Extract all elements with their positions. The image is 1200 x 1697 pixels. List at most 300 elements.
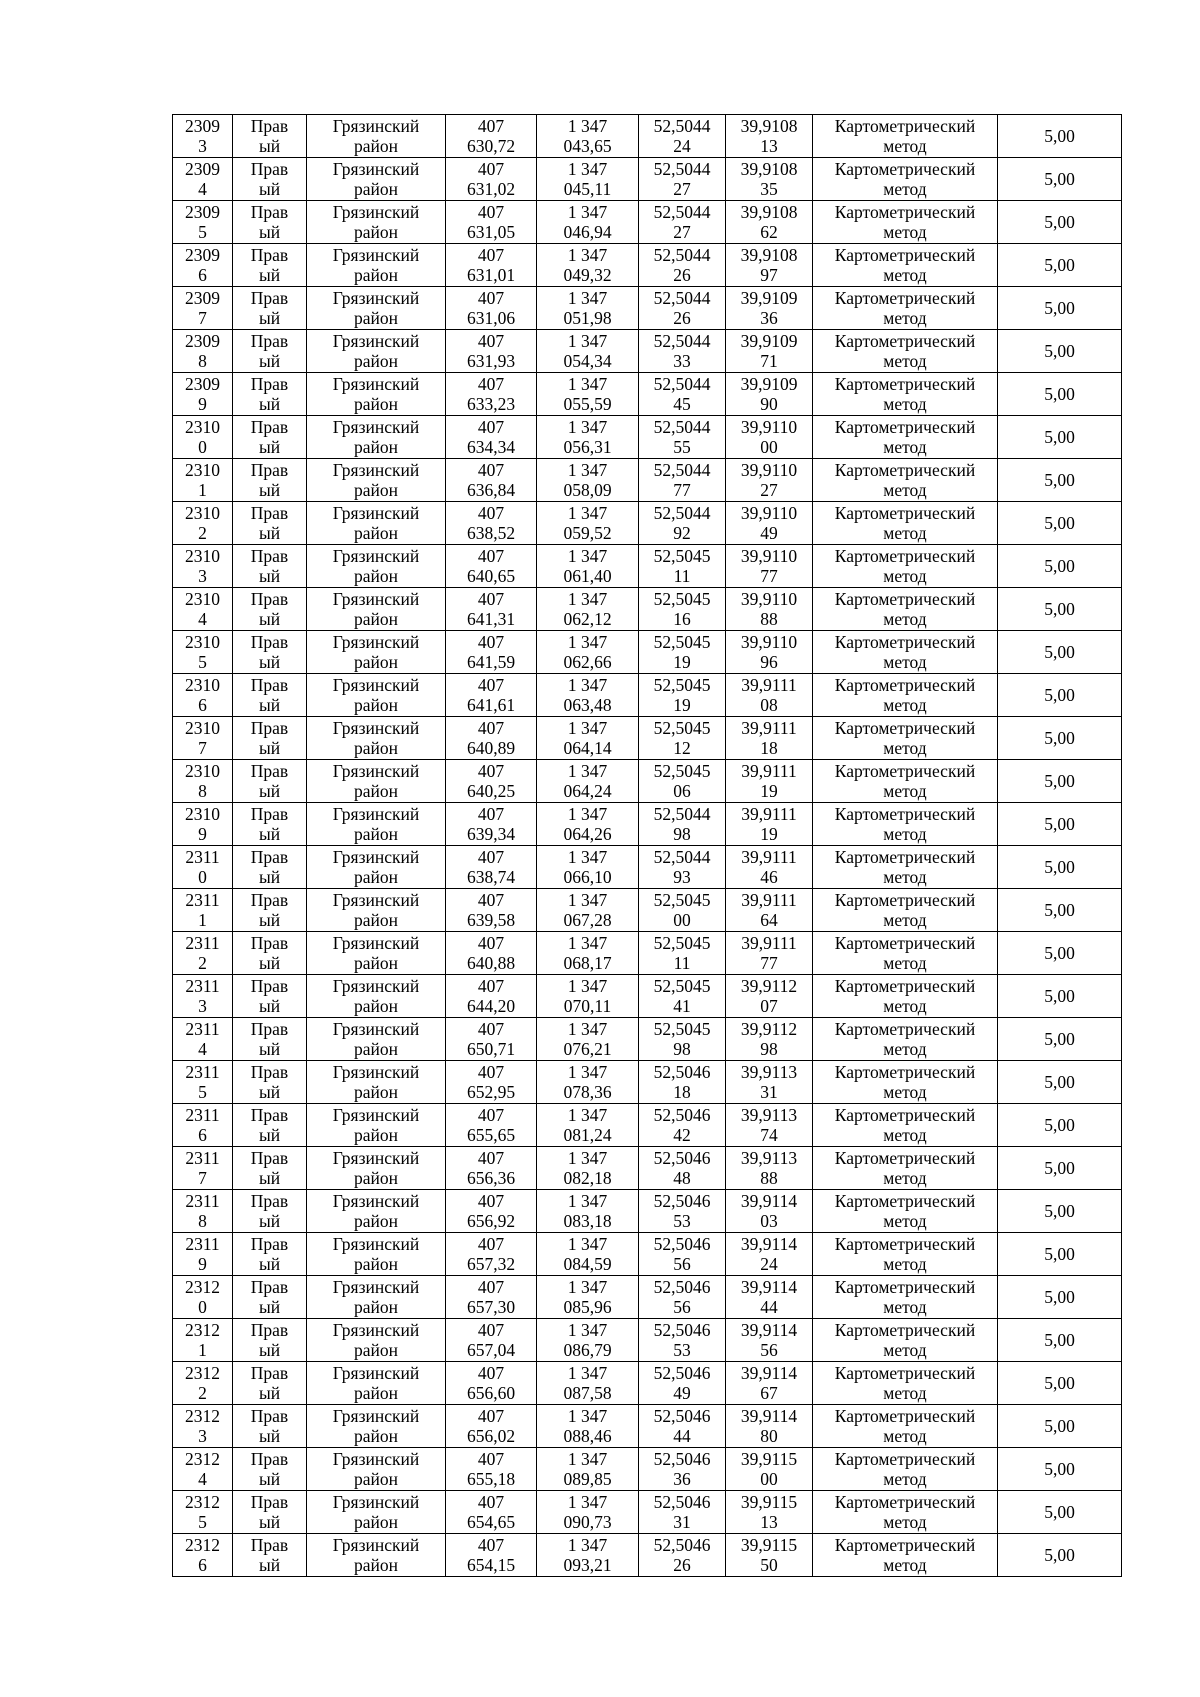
method-cell xyxy=(813,1491,998,1534)
table-row xyxy=(173,416,1122,459)
coordinate-y-line: 058,09 xyxy=(563,480,612,500)
coordinate-y-line: 085,96 xyxy=(563,1297,612,1317)
point-number-cell xyxy=(173,760,233,803)
latitude-cell xyxy=(639,889,726,932)
method-line: Картометрический xyxy=(834,1492,976,1512)
table-row xyxy=(173,1319,1122,1362)
method-line: метод xyxy=(883,1512,927,1532)
longitude-line: 39,9110 xyxy=(740,503,798,523)
coordinate-x-line: 655,65 xyxy=(466,1125,516,1145)
point-number-line: 1 xyxy=(198,910,207,930)
district-cell xyxy=(307,1104,446,1147)
coordinate-x-line: 407 xyxy=(477,632,505,652)
latitude-line: 52,5045 xyxy=(653,589,711,609)
bank-side-line: Прав xyxy=(250,1191,289,1211)
accuracy-value: 5,00 xyxy=(1044,1201,1075,1221)
district-line: Грязинский xyxy=(332,589,420,609)
latitude-cell xyxy=(639,846,726,889)
longitude-line: 39,9111 xyxy=(741,933,797,953)
method-cell xyxy=(813,1061,998,1104)
point-number-line: 2 xyxy=(198,953,207,973)
district-line: Грязинский xyxy=(332,460,420,480)
method-cell xyxy=(813,1147,998,1190)
accuracy-cell xyxy=(998,1147,1122,1190)
bank-side-line: ый xyxy=(258,351,281,371)
latitude-cell xyxy=(639,1233,726,1276)
longitude-cell xyxy=(726,846,813,889)
district-line: район xyxy=(354,480,398,500)
point-number-cell xyxy=(173,631,233,674)
accuracy-value: 5,00 xyxy=(1044,814,1075,834)
method-cell xyxy=(813,459,998,502)
coordinate-x-cell xyxy=(446,502,537,545)
longitude-line: 39,9111 xyxy=(741,847,797,867)
method-line: метод xyxy=(883,910,927,930)
coordinate-x-cell xyxy=(446,588,537,631)
accuracy-value: 5,00 xyxy=(1044,513,1075,533)
district-line: Грязинский xyxy=(332,1449,420,1469)
district-line: район xyxy=(354,566,398,586)
coordinate-y-cell xyxy=(537,674,639,717)
latitude-line: 77 xyxy=(673,480,691,500)
district-cell xyxy=(307,287,446,330)
point-number-line: 2309 xyxy=(185,288,220,308)
method-line: Картометрический xyxy=(834,847,976,867)
bank-side-line: ый xyxy=(258,179,281,199)
district-cell xyxy=(307,115,446,158)
point-number-line: 9 xyxy=(198,394,207,414)
point-number-line: 4 xyxy=(198,609,207,629)
longitude-cell xyxy=(726,1448,813,1491)
bank-side-line: ый xyxy=(258,1297,281,1317)
coordinate-y-line: 1 347 xyxy=(567,1449,608,1469)
table-row xyxy=(173,459,1122,502)
coordinate-x-line: 407 xyxy=(477,589,505,609)
longitude-line: 39,9110 xyxy=(740,417,798,437)
accuracy-value: 5,00 xyxy=(1044,728,1075,748)
method-cell xyxy=(813,1405,998,1448)
district-line: Грязинский xyxy=(332,1105,420,1125)
district-line: район xyxy=(354,265,398,285)
point-number-line: 7 xyxy=(198,308,207,328)
method-cell xyxy=(813,115,998,158)
point-number-line: 6 xyxy=(198,1125,207,1145)
coordinate-y-line: 082,18 xyxy=(563,1168,612,1188)
bank-side-line: Прав xyxy=(250,1492,289,1512)
longitude-line: 39,9109 xyxy=(740,288,798,308)
district-line: Грязинский xyxy=(332,1062,420,1082)
bank-side-cell xyxy=(233,1405,307,1448)
coordinate-y-line: 062,12 xyxy=(563,609,612,629)
bank-side-line: ый xyxy=(258,953,281,973)
bank-side-cell xyxy=(233,717,307,760)
point-number-line: 2310 xyxy=(185,503,220,523)
bank-side-line: Прав xyxy=(250,331,289,351)
latitude-line: 52,5046 xyxy=(653,1148,711,1168)
district-line: Грязинский xyxy=(332,847,420,867)
coordinate-x-cell xyxy=(446,545,537,588)
bank-side-cell xyxy=(233,674,307,717)
coordinate-x-cell xyxy=(446,244,537,287)
method-line: Картометрический xyxy=(834,245,976,265)
method-cell xyxy=(813,1276,998,1319)
district-cell xyxy=(307,1319,446,1362)
latitude-line: 52,5044 xyxy=(653,288,711,308)
district-line: Грязинский xyxy=(332,1406,420,1426)
coordinate-y-line: 059,52 xyxy=(563,523,612,543)
latitude-line: 98 xyxy=(673,1039,691,1059)
longitude-line: 39,9110 xyxy=(740,632,798,652)
coordinate-y-line: 1 347 xyxy=(567,718,608,738)
method-line: Картометрический xyxy=(834,1449,976,1469)
point-number-line: 6 xyxy=(198,1555,207,1575)
accuracy-cell xyxy=(998,889,1122,932)
method-cell xyxy=(813,631,998,674)
coordinate-x-cell xyxy=(446,1319,537,1362)
longitude-line: 46 xyxy=(760,867,778,887)
coordinate-y-line: 1 347 xyxy=(567,331,608,351)
accuracy-cell xyxy=(998,1491,1122,1534)
coordinate-x-line: 650,71 xyxy=(466,1039,516,1059)
bank-side-line: Прав xyxy=(250,202,289,222)
point-number-cell xyxy=(173,1319,233,1362)
bank-side-cell xyxy=(233,287,307,330)
district-line: район xyxy=(354,1340,398,1360)
latitude-line: 98 xyxy=(673,824,691,844)
coordinate-x-line: 631,01 xyxy=(466,265,516,285)
longitude-cell xyxy=(726,1405,813,1448)
coordinate-y-line: 054,34 xyxy=(563,351,612,371)
coordinate-x-line: 407 xyxy=(477,245,505,265)
accuracy-value: 5,00 xyxy=(1044,212,1075,232)
coordinate-y-line: 068,17 xyxy=(563,953,612,973)
method-line: метод xyxy=(883,1254,927,1274)
coordinate-x-cell xyxy=(446,674,537,717)
bank-side-line: Прав xyxy=(250,417,289,437)
table-row xyxy=(173,1534,1122,1577)
coordinate-x-line: 657,30 xyxy=(466,1297,516,1317)
point-number-cell xyxy=(173,502,233,545)
latitude-line: 19 xyxy=(673,652,691,672)
method-line: метод xyxy=(883,1039,927,1059)
latitude-line: 93 xyxy=(673,867,691,887)
district-line: Грязинский xyxy=(332,116,420,136)
longitude-line: 18 xyxy=(760,738,778,758)
coordinate-y-line: 089,85 xyxy=(563,1469,612,1489)
coordinate-x-line: 407 xyxy=(477,546,505,566)
coordinate-x-line: 639,34 xyxy=(466,824,516,844)
latitude-line: 52,5046 xyxy=(653,1191,711,1211)
method-line: Картометрический xyxy=(834,331,976,351)
point-number-line: 2310 xyxy=(185,417,220,437)
latitude-line: 12 xyxy=(673,738,691,758)
method-line: метод xyxy=(883,1469,927,1489)
method-cell xyxy=(813,1190,998,1233)
coordinate-x-line: 407 xyxy=(477,288,505,308)
method-line: Картометрический xyxy=(834,675,976,695)
latitude-cell xyxy=(639,975,726,1018)
bank-side-cell xyxy=(233,1233,307,1276)
longitude-line: 56 xyxy=(760,1340,778,1360)
longitude-line: 96 xyxy=(760,652,778,672)
method-line: Картометрический xyxy=(834,718,976,738)
accuracy-cell xyxy=(998,373,1122,416)
point-number-line: 6 xyxy=(198,695,207,715)
longitude-cell xyxy=(726,889,813,932)
district-line: Грязинский xyxy=(332,202,420,222)
bank-side-line: ый xyxy=(258,566,281,586)
latitude-line: 52,5044 xyxy=(653,374,711,394)
method-cell xyxy=(813,373,998,416)
latitude-line: 41 xyxy=(673,996,691,1016)
bank-side-line: ый xyxy=(258,265,281,285)
coordinate-y-line: 087,58 xyxy=(563,1383,612,1403)
method-cell xyxy=(813,244,998,287)
point-number-cell xyxy=(173,1448,233,1491)
coordinate-x-line: 407 xyxy=(477,331,505,351)
district-cell xyxy=(307,1018,446,1061)
coordinate-x-cell xyxy=(446,1061,537,1104)
coordinate-y-cell xyxy=(537,631,639,674)
bank-side-line: Прав xyxy=(250,1148,289,1168)
method-cell xyxy=(813,760,998,803)
point-number-cell xyxy=(173,1362,233,1405)
accuracy-cell xyxy=(998,674,1122,717)
bank-side-line: ый xyxy=(258,1555,281,1575)
coordinate-x-line: 407 xyxy=(477,804,505,824)
district-cell xyxy=(307,1276,446,1319)
latitude-line: 26 xyxy=(673,265,691,285)
latitude-line: 00 xyxy=(673,910,691,930)
coordinate-x-line: 654,15 xyxy=(466,1555,516,1575)
point-number-cell xyxy=(173,373,233,416)
bank-side-cell xyxy=(233,1534,307,1577)
district-cell xyxy=(307,846,446,889)
longitude-cell xyxy=(726,1534,813,1577)
accuracy-cell xyxy=(998,545,1122,588)
accuracy-value: 5,00 xyxy=(1044,126,1075,146)
point-number-line: 8 xyxy=(198,351,207,371)
bank-side-cell xyxy=(233,502,307,545)
longitude-line: 88 xyxy=(760,1168,778,1188)
table-row xyxy=(173,1276,1122,1319)
point-number-line: 5 xyxy=(198,222,207,242)
longitude-cell xyxy=(726,975,813,1018)
table-row xyxy=(173,330,1122,373)
district-cell xyxy=(307,502,446,545)
coordinate-x-cell xyxy=(446,416,537,459)
accuracy-value: 5,00 xyxy=(1044,1545,1075,1565)
accuracy-value: 5,00 xyxy=(1044,169,1075,189)
longitude-line: 77 xyxy=(760,566,778,586)
coordinate-y-cell xyxy=(537,1448,639,1491)
district-line: район xyxy=(354,695,398,715)
point-number-line: 2311 xyxy=(185,1019,220,1039)
accuracy-cell xyxy=(998,1319,1122,1362)
longitude-line: 39,9113 xyxy=(740,1105,798,1125)
coordinate-y-cell xyxy=(537,1405,639,1448)
district-line: Грязинский xyxy=(332,1535,420,1555)
coordinate-x-cell xyxy=(446,459,537,502)
coordinate-x-cell xyxy=(446,717,537,760)
method-line: метод xyxy=(883,1297,927,1317)
coordinate-y-cell xyxy=(537,545,639,588)
district-cell xyxy=(307,1362,446,1405)
coordinate-x-line: 407 xyxy=(477,1019,505,1039)
point-number-line: 4 xyxy=(198,1469,207,1489)
district-line: район xyxy=(354,1082,398,1102)
bank-side-line: ый xyxy=(258,1426,281,1446)
method-cell xyxy=(813,1104,998,1147)
method-cell xyxy=(813,717,998,760)
coordinate-y-line: 055,59 xyxy=(563,394,612,414)
coordinate-y-line: 1 347 xyxy=(567,460,608,480)
latitude-line: 49 xyxy=(673,1383,691,1403)
method-line: Картометрический xyxy=(834,933,976,953)
coordinate-y-cell xyxy=(537,158,639,201)
method-line: метод xyxy=(883,222,927,242)
table-row xyxy=(173,588,1122,631)
longitude-line: 39,9112 xyxy=(740,976,798,996)
longitude-line: 39,9110 xyxy=(740,546,798,566)
latitude-cell xyxy=(639,1319,726,1362)
coordinate-y-line: 081,24 xyxy=(563,1125,612,1145)
bank-side-line: ый xyxy=(258,1340,281,1360)
district-line: Грязинский xyxy=(332,374,420,394)
accuracy-value: 5,00 xyxy=(1044,427,1075,447)
district-line: Грязинский xyxy=(332,288,420,308)
accuracy-cell xyxy=(998,244,1122,287)
latitude-line: 53 xyxy=(673,1340,691,1360)
accuracy-value: 5,00 xyxy=(1044,1029,1075,1049)
coordinate-y-cell xyxy=(537,115,639,158)
district-line: Грязинский xyxy=(332,804,420,824)
method-line: метод xyxy=(883,824,927,844)
district-line: район xyxy=(354,1555,398,1575)
longitude-line: 39,9108 xyxy=(740,159,798,179)
method-line: метод xyxy=(883,867,927,887)
accuracy-cell xyxy=(998,975,1122,1018)
method-line: Картометрический xyxy=(834,1148,976,1168)
method-line: Картометрический xyxy=(834,159,976,179)
latitude-line: 52,5046 xyxy=(653,1535,711,1555)
district-cell xyxy=(307,1147,446,1190)
latitude-cell xyxy=(639,459,726,502)
method-line: метод xyxy=(883,523,927,543)
district-line: Грязинский xyxy=(332,1363,420,1383)
longitude-line: 97 xyxy=(760,265,778,285)
method-cell xyxy=(813,1319,998,1362)
coordinate-y-line: 067,28 xyxy=(563,910,612,930)
district-line: район xyxy=(354,867,398,887)
method-cell xyxy=(813,588,998,631)
bank-side-line: Прав xyxy=(250,288,289,308)
point-number-line: 2311 xyxy=(185,1234,220,1254)
point-number-line: 2311 xyxy=(185,933,220,953)
district-cell xyxy=(307,674,446,717)
latitude-line: 52,5044 xyxy=(653,417,711,437)
bank-side-line: Прав xyxy=(250,1406,289,1426)
point-number-line: 2309 xyxy=(185,202,220,222)
point-number-cell xyxy=(173,717,233,760)
latitude-line: 52,5046 xyxy=(653,1277,711,1297)
table-row xyxy=(173,1233,1122,1276)
district-cell xyxy=(307,1061,446,1104)
longitude-line: 88 xyxy=(760,609,778,629)
district-line: район xyxy=(354,437,398,457)
longitude-cell xyxy=(726,1233,813,1276)
accuracy-value: 5,00 xyxy=(1044,685,1075,705)
coordinate-y-line: 070,11 xyxy=(563,996,612,1016)
table-row xyxy=(173,545,1122,588)
latitude-line: 52,5045 xyxy=(653,890,711,910)
longitude-line: 39,9109 xyxy=(740,331,798,351)
coordinate-x-cell xyxy=(446,1104,537,1147)
point-number-line: 0 xyxy=(198,867,207,887)
coordinate-y-line: 1 347 xyxy=(567,761,608,781)
point-number-line: 2311 xyxy=(185,847,220,867)
accuracy-cell xyxy=(998,932,1122,975)
longitude-cell xyxy=(726,932,813,975)
bank-side-line: Прав xyxy=(250,933,289,953)
district-line: район xyxy=(354,1211,398,1231)
coordinate-x-line: 407 xyxy=(477,116,505,136)
longitude-cell xyxy=(726,1147,813,1190)
bank-side-line: Прав xyxy=(250,1320,289,1340)
latitude-line: 27 xyxy=(673,222,691,242)
method-cell xyxy=(813,889,998,932)
point-number-cell xyxy=(173,115,233,158)
latitude-cell xyxy=(639,1491,726,1534)
latitude-cell xyxy=(639,1061,726,1104)
method-line: метод xyxy=(883,1125,927,1145)
accuracy-cell xyxy=(998,287,1122,330)
district-cell xyxy=(307,588,446,631)
method-line: метод xyxy=(883,480,927,500)
latitude-cell xyxy=(639,1362,726,1405)
method-line: Картометрический xyxy=(834,1019,976,1039)
accuracy-cell xyxy=(998,803,1122,846)
method-line: метод xyxy=(883,351,927,371)
coordinate-x-line: 639,58 xyxy=(466,910,516,930)
point-number-cell xyxy=(173,1276,233,1319)
bank-side-line: ый xyxy=(258,1125,281,1145)
coordinate-x-line: 407 xyxy=(477,976,505,996)
latitude-cell xyxy=(639,158,726,201)
method-line: Картометрический xyxy=(834,1234,976,1254)
coordinate-x-line: 641,31 xyxy=(466,609,516,629)
bank-side-line: ый xyxy=(258,1039,281,1059)
method-line: метод xyxy=(883,1082,927,1102)
longitude-line: 90 xyxy=(760,394,778,414)
longitude-cell xyxy=(726,1104,813,1147)
point-number-line: 2309 xyxy=(185,331,220,351)
coordinate-x-line: 638,74 xyxy=(466,867,516,887)
longitude-line: 39,9113 xyxy=(740,1062,798,1082)
bank-side-line: ый xyxy=(258,609,281,629)
latitude-line: 52,5044 xyxy=(653,116,711,136)
longitude-line: 39,9111 xyxy=(741,675,797,695)
coordinates-table xyxy=(172,114,1122,1577)
district-line: район xyxy=(354,1254,398,1274)
coordinate-x-line: 407 xyxy=(477,1492,505,1512)
longitude-cell xyxy=(726,1061,813,1104)
coordinate-x-cell xyxy=(446,1405,537,1448)
point-number-line: 2 xyxy=(198,1383,207,1403)
coordinate-y-cell xyxy=(537,760,639,803)
longitude-cell xyxy=(726,1491,813,1534)
coordinate-y-line: 088,46 xyxy=(563,1426,612,1446)
